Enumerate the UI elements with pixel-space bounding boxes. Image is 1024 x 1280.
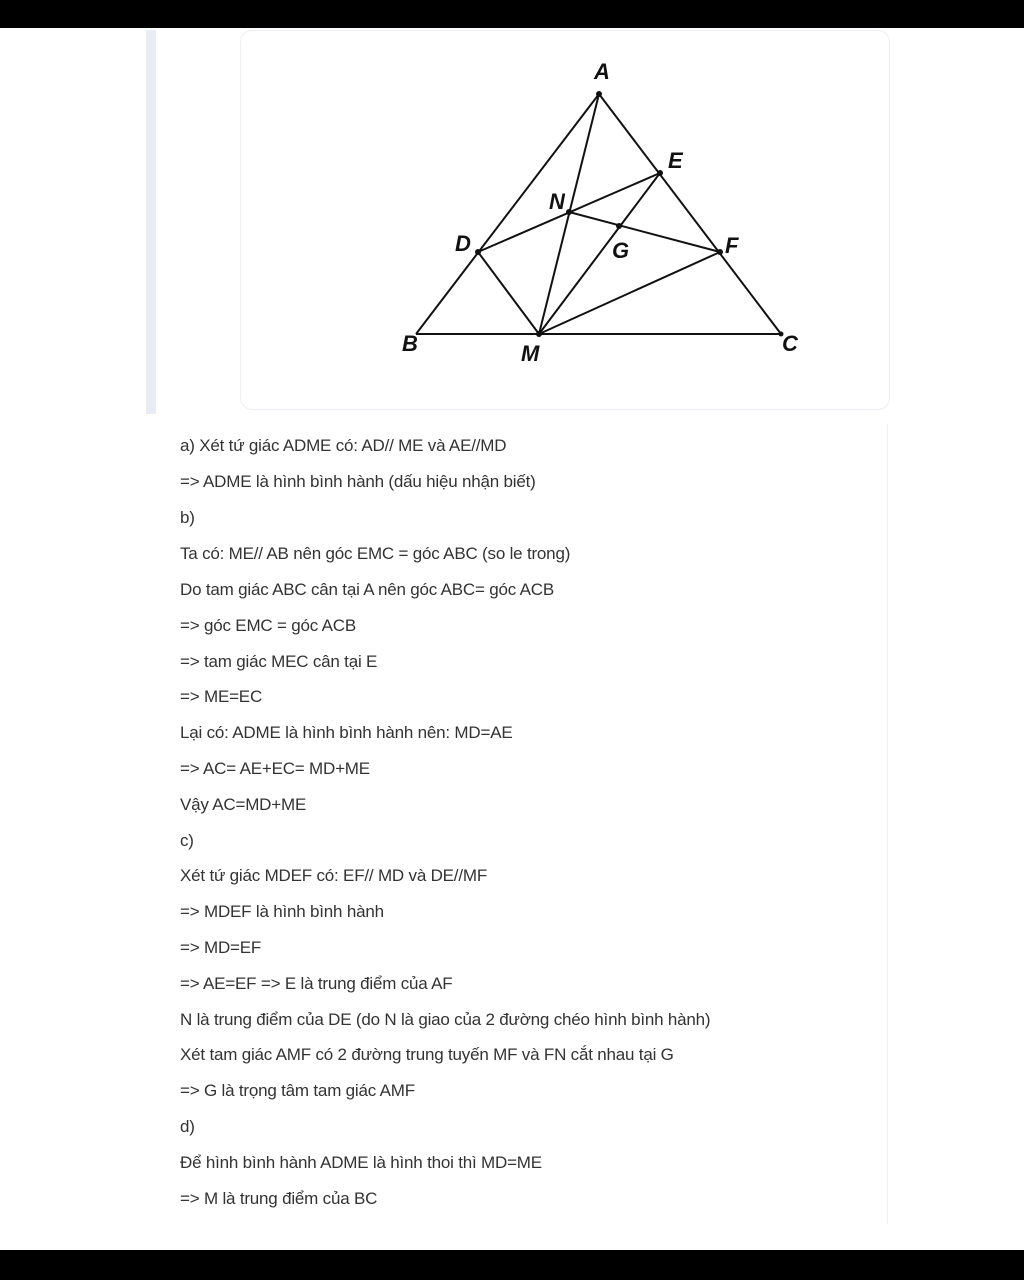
label-A: A [594, 59, 610, 84]
label-N: N [549, 189, 565, 214]
solution-line: => AC= AE+EC= MD+ME [180, 759, 370, 778]
solution-line: Để hình bình hành ADME là hình thoi thì MD=ME [180, 1153, 542, 1172]
top-black-bar [0, 0, 1024, 28]
label-G: G [612, 238, 630, 263]
segment-MF [539, 252, 720, 334]
solution-line: => góc EMC = góc ACB [180, 616, 357, 635]
segment-DM [478, 252, 539, 334]
solution-line: Xét tứ giác MDEF có: EF// MD và DE//MF [180, 866, 487, 885]
solution-line: Xét tam giác AMF có 2 đường trung tuyến MF và FN cắt nhau tại G [180, 1045, 674, 1064]
point-F [717, 249, 723, 255]
solution-text [158, 424, 888, 1224]
label-B: B [402, 331, 418, 356]
geometry-figure-card [240, 30, 890, 410]
point-G [616, 223, 622, 229]
point-D [475, 249, 481, 255]
solution-line: => M là trung điểm của BC [180, 1189, 378, 1208]
triangle-figure [241, 31, 891, 411]
solution-line: => G là trọng tâm tam giác AMF [180, 1081, 415, 1100]
solution-line: Ta có: ME// AB nên góc EMC = góc ABC (so le trong) [180, 544, 571, 563]
solution-line: a) Xét tứ giác ADME có: AD// ME và AE//MD [180, 436, 507, 455]
solution-line: => MD=EF [180, 938, 262, 957]
point-N [566, 209, 572, 215]
solution-line: N là trung điểm của DE (do N là giao của 2 đường chéo hình bình hành) [180, 1010, 711, 1029]
figure-segments [416, 94, 781, 334]
point-M [536, 331, 542, 337]
solution-line: => tam giác MEC cân tại E [180, 652, 378, 671]
segment-NF [569, 212, 720, 252]
solution-line: b) [180, 508, 195, 527]
solution-line: => ME=EC [180, 687, 263, 706]
segment-AC [599, 94, 781, 334]
left-accent-rule [146, 30, 156, 414]
segment-AB [416, 94, 599, 334]
point-E [657, 170, 663, 176]
solution-line: Do tam giác ABC cân tại A nên góc ABC= góc ACB [180, 580, 554, 599]
solution-line: => MDEF là hình bình hành [180, 902, 384, 921]
solution-line: d) [180, 1117, 195, 1136]
label-F: F [725, 233, 739, 258]
label-C: C [782, 331, 798, 356]
solution-line: c) [180, 831, 194, 850]
solution-line: Vậy AC=MD+ME [180, 795, 307, 814]
label-M: M [521, 341, 540, 366]
label-D: D [455, 231, 471, 256]
label-E: E [668, 148, 683, 173]
solution-line: => AE=EF => E là trung điểm của AF [180, 974, 453, 993]
solution-line: Lại có: ADME là hình bình hành nên: MD=AE [180, 723, 513, 742]
point-A [596, 91, 602, 97]
bottom-black-bar [0, 1250, 1024, 1280]
solution-line: => ADME là hình bình hành (dấu hiệu nhận biết) [180, 472, 536, 491]
